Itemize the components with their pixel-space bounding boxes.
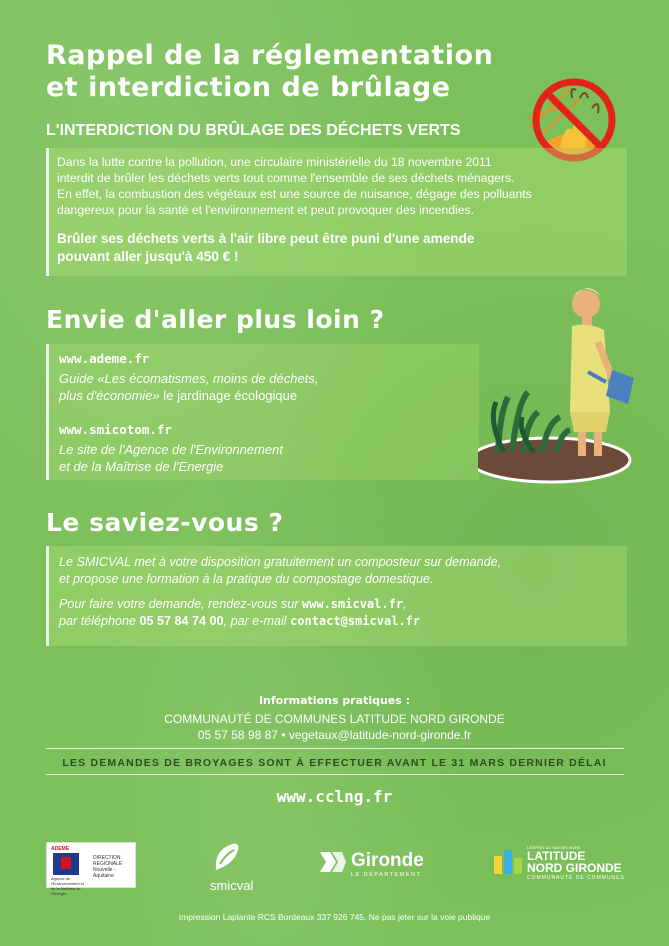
latitude-nord-gironde-logo-icon [492,846,524,876]
footer-legal: Impression Laplante RCS Bordeaux 337 926 745. Ne pas jeter sur la voie publique [178,912,491,922]
resources-box [46,344,479,480]
smicval-phone: 05 57 84 74 00 [139,614,224,628]
info-contact: 05 57 58 98 87 • vegetaux@latitude-nord-gironde.fr [197,728,472,742]
intro-line: interdit de brûler les déchets verts tout comme l'ensemble de ses déchets ménagers. [57,171,515,185]
main-title [46,40,566,104]
title-line-1: Rappel de la réglementation [46,40,494,71]
smicval-logo-icon [212,840,242,874]
smicval-logo-text: smicval [210,878,254,893]
title-line-2: et interdiction de brûlage [46,72,451,103]
heading-go-further: Envie d'aller plus loin ? [46,305,385,334]
link-ademe[interactable]: www.ademe.fr [59,351,150,366]
ademe-logo: ADEME DIRECTION RÉGIONALE Nouvelle - Aquitaine Agence de l'Environnement et de la Maîtrise de l'Energie [46,842,136,888]
intro-line: dangereux pour la santé et l'enviironnement et peut provoquer des incendies. [57,203,474,217]
smicval-link[interactable]: www.smicval.fr [301,597,404,611]
intro-box [46,148,627,276]
fine-line: pouvant aller jusqu'à 450 € ! [57,249,239,264]
intro-paragraph [57,154,617,218]
link-smicotom[interactable]: www.smicotom.fr [59,422,172,437]
gardener-illustration [478,282,646,490]
lng-logo-text: LATITUDE NORD GIRONDE [527,849,622,875]
gironde-logo-text: Gironde [351,850,424,871]
divider-top [46,748,624,749]
composter-box [46,546,627,646]
section-subtitle: L'INTERDICTION DU BRÛLAGE DES DÉCHETS VERTS [46,122,461,139]
lng-logo-sub: COMMUNAUTÉ DE COMMUNES [527,875,625,881]
info-title: Informations pratiques : [258,694,411,707]
smicotom-description: Le site de l'Agence de l'Environnement et de la Maîtrise de l'Energie [59,442,283,474]
website-link[interactable]: www.cclng.fr [276,787,393,806]
heading-did-you-know: Le saviez-vous ? [46,508,284,537]
gironde-logo-icon [316,846,348,878]
intro-line: En effet, la combustion des végétaux est une source de nuisance, dégage des polluants [57,187,532,201]
divider-bottom [46,774,624,775]
info-org: COMMUNAUTÉ DE COMMUNES LATITUDE NORD GIRONDE [164,712,505,726]
composter-offer: Le SMICVAL met à votre disposition gratuitement un composteur sur demande, et propose une formation à la pratique du compostage domestique. [59,555,502,586]
lng-tagline: L'ESPRIT DU SAVOIR-VIVRE [527,845,581,850]
composter-contact: Pour faire votre demande, rendez-vous sur www.smicval.fr, par téléphone 05 57 84 74 00, par e-mail contact@smicval.fr [59,597,421,628]
fine-warning [57,230,617,266]
intro-line: Dans la lutte contre la pollution, une circulaire ministérielle du 18 novembre 2011 [57,155,492,169]
ademe-description: Guide «Les écomatismes, moins de déchets, plus d'économie» le jardinage écologique [59,371,319,403]
deadline-notice: LES DEMANDES DE BROYAGES SONT À EFFECTUER AVANT LE 31 MARS DERNIER DÉLAI [62,757,607,769]
smicval-email[interactable]: contact@smicval.fr [290,614,421,628]
gironde-logo-sub: LE DÉPARTEMENT [351,872,422,878]
fine-line: Brûler ses déchets verts à l'air libre peut être puni d'une amende [57,231,475,246]
